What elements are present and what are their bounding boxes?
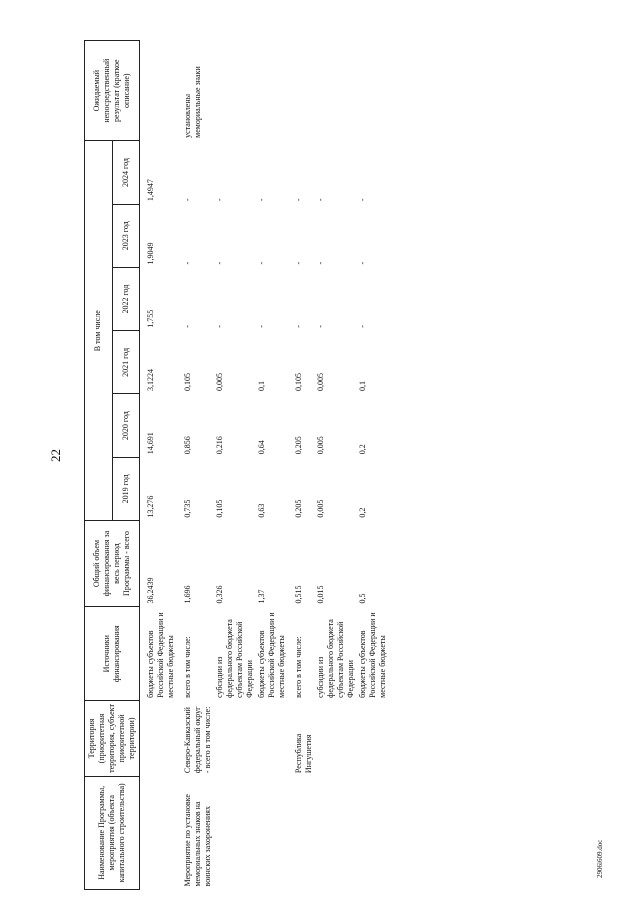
cell-year-2023: - <box>257 261 266 265</box>
cell-year-2019: 13,276 <box>146 495 155 518</box>
cell-year-2023: - <box>316 261 325 265</box>
table-row <box>315 41 357 890</box>
header-year: 2019 год <box>112 457 140 520</box>
header-sources: Источники финансирования <box>85 607 140 701</box>
cell-source: субсидии из федерального бюджета субъектам Российской Федерации <box>316 619 355 698</box>
cell-year-2021: 0,105 <box>183 373 192 391</box>
cell-year-2020: 14,691 <box>146 432 155 455</box>
cell-total: 0,326 <box>215 585 224 604</box>
cell-year-2021: 0,105 <box>294 373 303 391</box>
header-name: Наименование Программы, мероприятия (объекта капитального строительства) <box>85 776 140 889</box>
cell-name <box>315 776 357 889</box>
cell-name <box>288 776 315 889</box>
table-row <box>140 41 178 890</box>
cell-year-2020: 0,2 <box>358 444 367 455</box>
cell-year-2020: 0,205 <box>294 436 303 455</box>
cell-year-2024: - <box>257 198 266 202</box>
cell-year-2019: 0,005 <box>316 499 325 518</box>
cell-total: 0,515 <box>294 585 303 604</box>
document-id: 2906i609.doc <box>596 839 604 878</box>
cell-year-2023: - <box>183 261 192 265</box>
cell-territory <box>256 701 288 776</box>
cell-territory: Северо-Кавказский федеральный округ - всего в том числе: <box>183 706 212 774</box>
financing-table-container <box>84 40 584 890</box>
cell-name: Мероприятие по установке мемориальных знаков на воинских захоронениях <box>183 794 212 887</box>
cell-year-2024: - <box>358 198 367 202</box>
table-body <box>140 41 390 890</box>
cell-result <box>357 41 389 141</box>
header-year: 2022 год <box>112 267 140 330</box>
cell-result <box>315 41 357 141</box>
cell-year-2023: 1,9049 <box>146 242 155 265</box>
cell-total: 1,37 <box>257 589 266 604</box>
cell-source: бюджеты субъектов Российской Федерации и местные бюджеты <box>146 612 175 698</box>
cell-year-2019: 0,735 <box>183 499 192 518</box>
cell-year-2022: - <box>358 325 367 328</box>
cell-year-2021: 3,1224 <box>146 369 155 391</box>
table-row <box>214 41 256 890</box>
cell-year-2022: - <box>316 325 325 328</box>
cell-name <box>140 776 178 889</box>
cell-year-2019: 0,105 <box>215 499 224 518</box>
cell-territory <box>357 701 389 776</box>
cell-year-2022: - <box>257 325 266 328</box>
cell-year-2019: 0,2 <box>358 507 367 518</box>
table-row <box>357 41 389 890</box>
cell-total: 1,696 <box>183 585 192 604</box>
cell-year-2021: 0,005 <box>316 373 325 391</box>
cell-result: установлены мемориальные знаки <box>183 66 202 138</box>
cell-year-2022: - <box>183 325 192 328</box>
cell-year-2021: 0,1 <box>358 381 367 391</box>
cell-name <box>357 776 389 889</box>
cell-name <box>256 776 288 889</box>
cell-year-2019: 0,205 <box>294 499 303 518</box>
header-territory: Территория (приоритетная территория, субъект приоритетной территории) <box>85 701 140 776</box>
cell-source: бюджеты субъектов Российской Федерации и местные бюджеты <box>257 612 286 698</box>
cell-name <box>214 776 256 889</box>
cell-year-2023: - <box>358 261 367 265</box>
cell-year-2024: - <box>215 198 224 202</box>
financing-table <box>84 40 389 890</box>
cell-result <box>214 41 256 141</box>
cell-year-2024: 1,4947 <box>146 179 155 202</box>
header-year: 2023 год <box>112 204 140 267</box>
table-row <box>177 41 214 890</box>
cell-year-2021: 0,005 <box>215 373 224 391</box>
cell-year-2024: - <box>294 198 303 202</box>
cell-source: субсидии из федерального бюджета субъектам Российской Федерации <box>215 619 254 698</box>
cell-total: 0,015 <box>316 585 325 604</box>
header-in-that-number: В том числе <box>85 141 113 521</box>
header-result: Ожидаемый непосредственный результат (краткое описание) <box>85 41 140 141</box>
cell-total: 36,2439 <box>146 577 155 604</box>
cell-year-2020: 0,856 <box>183 436 192 455</box>
header-year: 2020 год <box>112 394 140 457</box>
cell-year-2022: - <box>294 325 303 328</box>
cell-result <box>288 41 315 141</box>
table-row <box>288 41 315 890</box>
cell-result <box>140 41 178 141</box>
cell-year-2020: 0,216 <box>215 436 224 455</box>
cell-year-2021: 0,1 <box>257 381 266 391</box>
cell-total: 0,5 <box>358 593 367 604</box>
table-row <box>256 41 288 890</box>
header-year: 2021 год <box>112 331 140 394</box>
cell-territory <box>140 701 178 776</box>
header-total: Общий объем финансирования за весь период Программы - всего <box>85 521 140 607</box>
cell-year-2024: - <box>316 198 325 202</box>
cell-year-2019: 0,63 <box>257 503 266 518</box>
cell-territory <box>214 701 256 776</box>
cell-source: бюджеты субъектов Российской Федерации и местные бюджеты <box>358 612 387 698</box>
page-number: 22 <box>48 449 63 462</box>
cell-year-2022: 1,755 <box>146 309 155 328</box>
table-header <box>85 41 140 890</box>
header-year: 2024 год <box>112 141 140 204</box>
cell-year-2020: 0,005 <box>316 436 325 455</box>
cell-result <box>256 41 288 141</box>
cell-source: всего в том числе: <box>183 636 192 698</box>
cell-territory <box>315 701 357 776</box>
cell-year-2023: - <box>215 261 224 265</box>
cell-year-2023: - <box>294 261 303 265</box>
cell-source: всего в том числе: <box>294 636 303 698</box>
cell-territory: Республика Ингушетия <box>294 733 313 774</box>
cell-year-2020: 0,64 <box>257 440 266 455</box>
cell-year-2022: - <box>215 325 224 328</box>
cell-year-2024: - <box>183 198 192 202</box>
